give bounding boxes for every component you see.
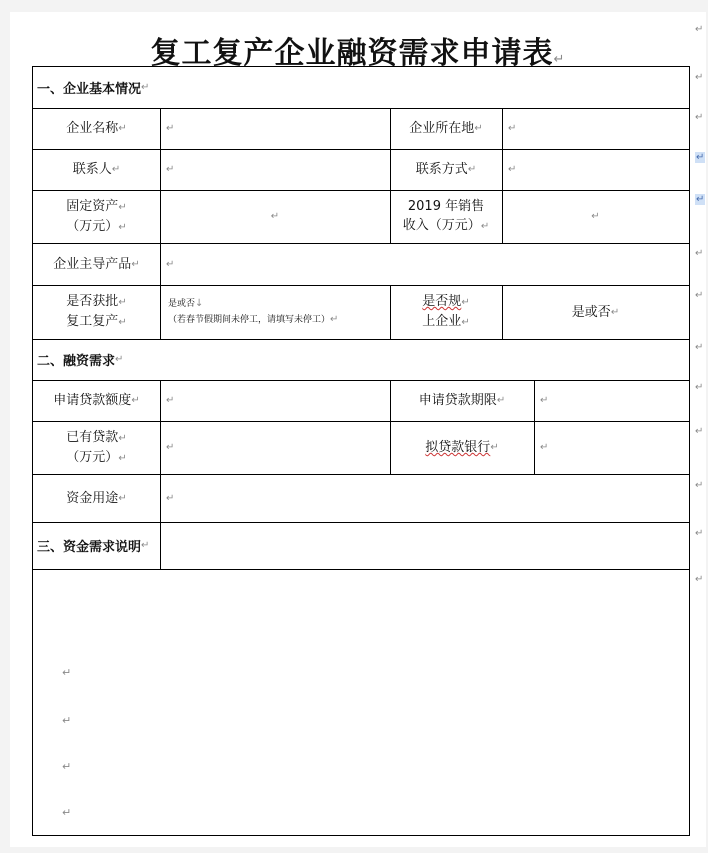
paragraph-mark: ↵ (62, 666, 72, 679)
paragraph-mark: ↵ (62, 806, 72, 819)
margin-mark-selected: ↵ (696, 152, 705, 163)
label-loan-amount: 申请贷款额度 ↵ (53, 393, 140, 408)
margin-mark: ↵ (695, 72, 704, 83)
section-funding-explanation: 三、资金需求说明 ↵ (33, 522, 693, 569)
contact-method-field[interactable]: ↵ (508, 164, 517, 175)
section-label: 一、企业基本情况 (37, 82, 142, 97)
label-contact-person: 联系人 ↵ (72, 162, 121, 177)
application-form-table (32, 66, 690, 836)
approved-resumption-field[interactable]: 是或否↓ （若春节假期间未停工，请填写未停工）↵ (168, 298, 339, 325)
title-text: 复工复产企业融资需求申请表 (150, 36, 554, 71)
margin-mark-selected: ↵ (696, 194, 705, 205)
label-main-product: 企业主导产品 ↵ (53, 256, 140, 272)
paragraph-mark: ↵ (141, 82, 150, 93)
document-page (10, 12, 706, 847)
label-fund-usage: 资金用途 ↵ (66, 490, 127, 506)
contact-person-field[interactable]: ↵ (166, 164, 175, 175)
label-planned-bank: 拟贷款银行 ↵ (425, 440, 499, 455)
label-fixed-assets: 固定资产↵ （万元）↵ (66, 198, 127, 234)
section-basic-info (33, 67, 693, 108)
margin-mark: ↵ (695, 528, 704, 539)
section-label: 三、资金需求说明 (37, 540, 142, 555)
fund-usage-field[interactable]: ↵ (166, 492, 175, 504)
margin-mark: ↵ (695, 382, 704, 393)
loan-term-field[interactable]: ↵ (540, 395, 549, 406)
company-location-field[interactable]: ↵ (508, 123, 517, 134)
label-sales-revenue: 2019 年销售 收入（万元）↵ (402, 199, 490, 233)
paragraph-mark: ↵ (62, 760, 72, 773)
margin-mark: ↵ (695, 24, 704, 35)
margin-mark: ↵ (695, 426, 704, 437)
fixed-assets-field[interactable]: ↵ (270, 211, 280, 222)
margin-mark: ↵ (695, 480, 704, 491)
company-name-field[interactable]: ↵ (166, 123, 175, 134)
section-financing-needs: 二、融资需求 ↵ (33, 339, 693, 380)
label-contact-method: 联系方式 ↵ (415, 162, 477, 177)
section-label: 二、融资需求 (37, 354, 116, 369)
above-scale-enterprise-field[interactable]: 是或否 ↵ (571, 304, 620, 320)
margin-mark: ↵ (695, 574, 704, 585)
label-company-location: 企业所在地 ↵ (409, 121, 483, 136)
label-loan-term: 申请贷款期限 ↵ (418, 393, 506, 408)
label-company-name: 企业名称 ↵ (66, 121, 127, 136)
funding-explanation-area[interactable] (33, 569, 689, 835)
margin-mark: ↵ (695, 290, 704, 301)
main-product-field[interactable]: ↵ (166, 258, 175, 270)
margin-mark: ↵ (695, 248, 704, 259)
paragraph-mark: ↵ (553, 52, 566, 67)
label-approved-resumption: 是否获批↵ 复工复产↵ (66, 294, 127, 329)
label-existing-loan: 已有贷款↵ （万元）↵ (66, 429, 127, 465)
label-above-scale-enterprise: 是否规↵ 上企业↵ (422, 294, 470, 329)
sales-revenue-field[interactable]: ↵ (591, 211, 600, 222)
margin-mark: ↵ (695, 112, 704, 123)
margin-mark: ↵ (695, 342, 704, 353)
planned-bank-field[interactable]: ↵ (540, 442, 549, 453)
loan-amount-field[interactable]: ↵ (166, 395, 175, 406)
paragraph-mark: ↵ (62, 714, 72, 727)
existing-loan-field[interactable]: ↵ (166, 442, 175, 453)
